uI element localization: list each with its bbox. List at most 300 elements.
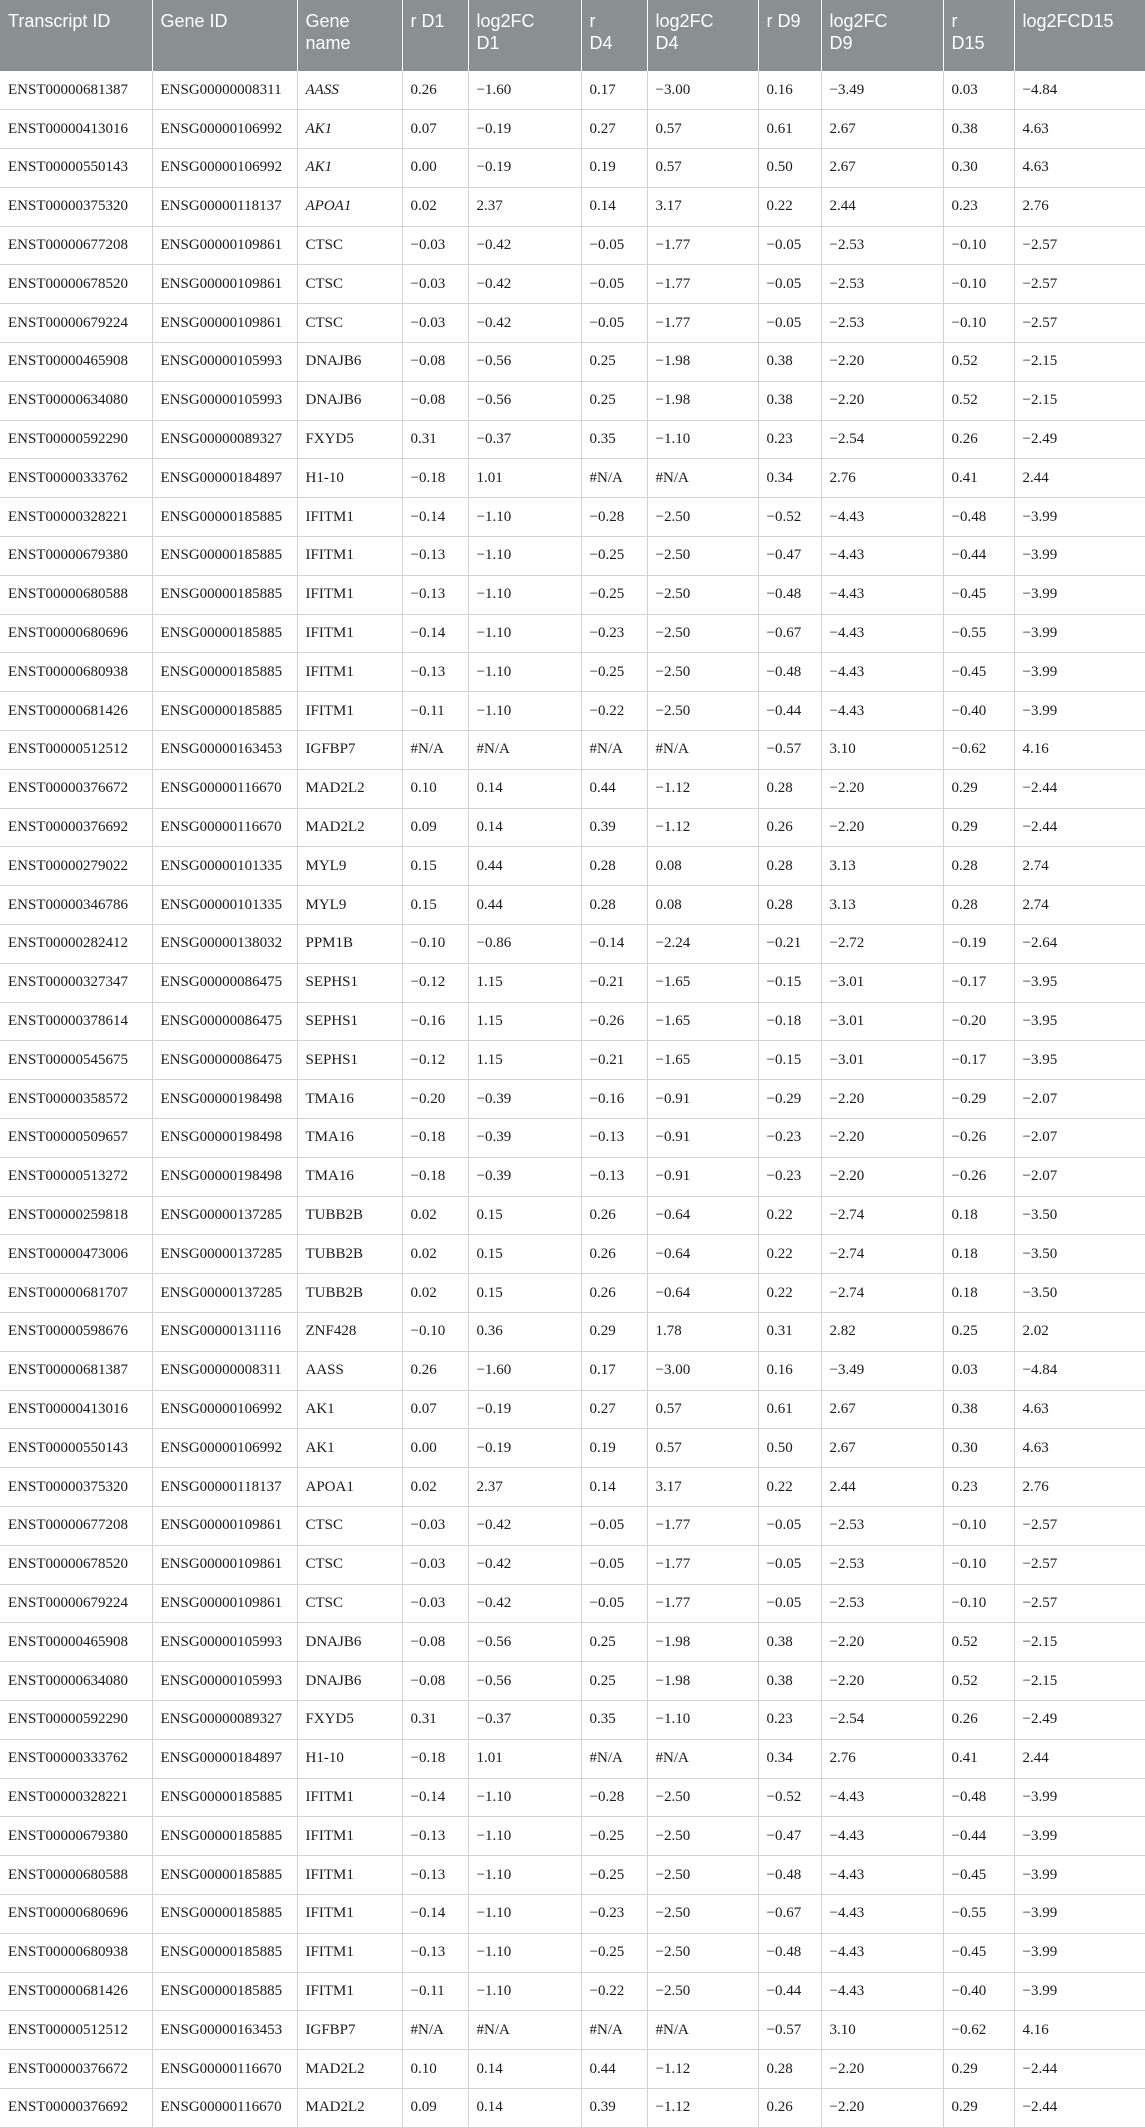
table-row: [0, 226, 1145, 265]
r-d9-cell: 0.38: [758, 381, 821, 420]
log2fc-d9-cell: −2.20: [821, 769, 943, 808]
log2fc-d9-cell: 2.76: [821, 1739, 943, 1778]
r-d9-cell: −0.67: [758, 614, 821, 653]
header-r-d9: r D9: [758, 0, 821, 71]
r-d9-cell: −0.23: [758, 1157, 821, 1196]
log2fc-d4-cell: −1.98: [647, 1623, 758, 1662]
gene-id-cell: ENSG00000118137: [152, 187, 297, 226]
log2fc-d9-cell: 3.13: [821, 886, 943, 925]
gene-id-cell: ENSG00000198498: [152, 1119, 297, 1158]
r-d9-cell: −0.44: [758, 1972, 821, 2011]
r-d4-cell: 0.35: [581, 1700, 647, 1739]
r-d15-cell: −0.10: [943, 1545, 1014, 1584]
log2fc-d4-cell: −1.12: [647, 769, 758, 808]
r-d9-cell: 0.23: [758, 420, 821, 459]
table-row: [0, 653, 1145, 692]
r-d9-cell: −0.48: [758, 653, 821, 692]
r-d4-cell: −0.25: [581, 653, 647, 692]
r-d1-cell: 0.26: [402, 71, 468, 110]
gene-id-cell: ENSG00000089327: [152, 420, 297, 459]
header-log2fc-d15: log2FCD15: [1014, 0, 1145, 71]
log2fc-d15-cell: −2.49: [1014, 1700, 1145, 1739]
table-row: [0, 1274, 1145, 1313]
r-d15-cell: 0.26: [943, 420, 1014, 459]
log2fc-d15-cell: −2.15: [1014, 381, 1145, 420]
transcript-id-cell: ENST00000680588: [0, 575, 152, 614]
gene-name-cell: DNAJB6: [297, 1623, 402, 1662]
gene-name-cell: FXYD5: [297, 420, 402, 459]
log2fc-d4-cell: −2.50: [647, 1817, 758, 1856]
gene-id-cell: ENSG00000109861: [152, 1584, 297, 1623]
r-d4-cell: −0.28: [581, 1778, 647, 1817]
log2fc-d1-cell: 0.14: [468, 2088, 581, 2127]
r-d1-cell: −0.03: [402, 265, 468, 304]
log2fc-d15-cell: −3.99: [1014, 498, 1145, 537]
log2fc-d4-cell: −1.77: [647, 1545, 758, 1584]
r-d9-cell: 0.22: [758, 1235, 821, 1274]
log2fc-d9-cell: −3.01: [821, 1002, 943, 1041]
r-d9-cell: −0.52: [758, 1778, 821, 1817]
transcript-id-cell: ENST00000413016: [0, 110, 152, 149]
gene-name-cell: IFITM1: [297, 1972, 402, 2011]
table-row: [0, 614, 1145, 653]
gene-name-cell: CTSC: [297, 1545, 402, 1584]
r-d1-cell: −0.12: [402, 1041, 468, 1080]
r-d1-cell: −0.14: [402, 614, 468, 653]
r-d4-cell: 0.27: [581, 1390, 647, 1429]
log2fc-d15-cell: −3.99: [1014, 537, 1145, 576]
transcript-id-cell: ENST00000677208: [0, 226, 152, 265]
r-d4-cell: 0.28: [581, 847, 647, 886]
gene-id-cell: ENSG00000185885: [152, 653, 297, 692]
r-d4-cell: 0.39: [581, 2088, 647, 2127]
log2fc-d15-cell: −3.99: [1014, 614, 1145, 653]
r-d1-cell: 0.10: [402, 769, 468, 808]
table-row: [0, 886, 1145, 925]
log2fc-d9-cell: −2.74: [821, 1235, 943, 1274]
transcript-id-cell: ENST00000634080: [0, 381, 152, 420]
table-row: [0, 1351, 1145, 1390]
r-d9-cell: 0.16: [758, 1351, 821, 1390]
r-d15-cell: 0.29: [943, 2050, 1014, 2089]
gene-id-cell: ENSG00000086475: [152, 963, 297, 1002]
transcript-id-cell: ENST00000282412: [0, 925, 152, 964]
log2fc-d4-cell: −2.50: [647, 1856, 758, 1895]
log2fc-d1-cell: 2.37: [468, 1468, 581, 1507]
log2fc-d15-cell: 4.16: [1014, 2011, 1145, 2050]
r-d15-cell: 0.52: [943, 1623, 1014, 1662]
table-row: [0, 343, 1145, 382]
r-d9-cell: −0.05: [758, 1584, 821, 1623]
log2fc-d15-cell: −2.57: [1014, 1545, 1145, 1584]
r-d1-cell: −0.14: [402, 1894, 468, 1933]
log2fc-d1-cell: −1.10: [468, 692, 581, 731]
r-d4-cell: #N/A: [581, 731, 647, 770]
log2fc-d15-cell: −2.57: [1014, 226, 1145, 265]
transcript-id-cell: ENST00000413016: [0, 1390, 152, 1429]
log2fc-d4-cell: #N/A: [647, 2011, 758, 2050]
r-d15-cell: 0.28: [943, 847, 1014, 886]
r-d1-cell: −0.18: [402, 1157, 468, 1196]
gene-name-cell: IFITM1: [297, 575, 402, 614]
gene-id-cell: ENSG00000105993: [152, 381, 297, 420]
r-d4-cell: −0.26: [581, 1002, 647, 1041]
log2fc-d4-cell: −2.50: [647, 537, 758, 576]
gene-id-cell: ENSG00000185885: [152, 692, 297, 731]
log2fc-d15-cell: 4.63: [1014, 1429, 1145, 1468]
r-d1-cell: −0.11: [402, 692, 468, 731]
r-d1-cell: 0.10: [402, 2050, 468, 2089]
log2fc-d9-cell: −2.54: [821, 420, 943, 459]
log2fc-d15-cell: 2.74: [1014, 886, 1145, 925]
gene-id-cell: ENSG00000101335: [152, 847, 297, 886]
r-d15-cell: −0.55: [943, 614, 1014, 653]
transcript-id-cell: ENST00000681707: [0, 1274, 152, 1313]
r-d15-cell: 0.41: [943, 1739, 1014, 1778]
gene-name-cell: CTSC: [297, 265, 402, 304]
gene-name-cell: APOA1: [297, 1468, 402, 1507]
r-d15-cell: −0.29: [943, 1080, 1014, 1119]
gene-id-cell: ENSG00000086475: [152, 1041, 297, 1080]
table-row: [0, 1119, 1145, 1158]
r-d4-cell: −0.22: [581, 692, 647, 731]
log2fc-d4-cell: 0.57: [647, 1390, 758, 1429]
gene-name-cell: MAD2L2: [297, 808, 402, 847]
log2fc-d4-cell: −1.98: [647, 381, 758, 420]
r-d1-cell: −0.08: [402, 381, 468, 420]
gene-id-cell: ENSG00000185885: [152, 1972, 297, 2011]
log2fc-d1-cell: −0.39: [468, 1157, 581, 1196]
transcript-id-cell: ENST00000680938: [0, 1933, 152, 1972]
r-d4-cell: 0.27: [581, 110, 647, 149]
gene-name-cell: TMA16: [297, 1119, 402, 1158]
r-d9-cell: 0.22: [758, 1274, 821, 1313]
log2fc-d4-cell: 0.57: [647, 149, 758, 188]
transcript-id-cell: ENST00000679380: [0, 1817, 152, 1856]
table-row: [0, 537, 1145, 576]
r-d9-cell: 0.28: [758, 847, 821, 886]
log2fc-d15-cell: −2.15: [1014, 1662, 1145, 1701]
gene-name-cell: FXYD5: [297, 1700, 402, 1739]
r-d4-cell: −0.21: [581, 1041, 647, 1080]
r-d4-cell: 0.19: [581, 1429, 647, 1468]
r-d9-cell: −0.23: [758, 1119, 821, 1158]
gene-name-cell: AASS: [297, 1351, 402, 1390]
gene-name-cell: TUBB2B: [297, 1196, 402, 1235]
log2fc-d4-cell: −2.50: [647, 498, 758, 537]
log2fc-d15-cell: −3.99: [1014, 1817, 1145, 1856]
log2fc-d9-cell: −4.43: [821, 1972, 943, 2011]
gene-id-cell: ENSG00000185885: [152, 1894, 297, 1933]
gene-id-cell: ENSG00000008311: [152, 1351, 297, 1390]
log2fc-d15-cell: −2.44: [1014, 2088, 1145, 2127]
log2fc-d15-cell: −2.07: [1014, 1157, 1145, 1196]
log2fc-d4-cell: −3.00: [647, 71, 758, 110]
log2fc-d15-cell: −2.44: [1014, 2050, 1145, 2089]
log2fc-d1-cell: 0.14: [468, 2050, 581, 2089]
log2fc-d9-cell: −2.20: [821, 1080, 943, 1119]
log2fc-d9-cell: 3.13: [821, 847, 943, 886]
table-row: [0, 1157, 1145, 1196]
log2fc-d1-cell: 0.14: [468, 808, 581, 847]
log2fc-d15-cell: −3.50: [1014, 1274, 1145, 1313]
r-d9-cell: 0.38: [758, 1623, 821, 1662]
r-d4-cell: −0.23: [581, 614, 647, 653]
gene-name-cell: SEPHS1: [297, 1002, 402, 1041]
log2fc-d1-cell: −1.10: [468, 1817, 581, 1856]
log2fc-d15-cell: 4.63: [1014, 1390, 1145, 1429]
r-d15-cell: −0.10: [943, 1584, 1014, 1623]
log2fc-d1-cell: −0.37: [468, 1700, 581, 1739]
log2fc-d9-cell: 2.67: [821, 110, 943, 149]
transcript-id-cell: ENST00000328221: [0, 1778, 152, 1817]
log2fc-d9-cell: −2.74: [821, 1274, 943, 1313]
log2fc-d1-cell: −0.42: [468, 1545, 581, 1584]
gene-name-cell: IFITM1: [297, 537, 402, 576]
transcript-id-cell: ENST00000376672: [0, 2050, 152, 2089]
gene-id-cell: ENSG00000138032: [152, 925, 297, 964]
r-d1-cell: 0.07: [402, 1390, 468, 1429]
r-d15-cell: 0.18: [943, 1235, 1014, 1274]
log2fc-d4-cell: −1.77: [647, 1584, 758, 1623]
r-d4-cell: 0.17: [581, 71, 647, 110]
r-d4-cell: −0.25: [581, 537, 647, 576]
transcript-id-cell: ENST00000679380: [0, 537, 152, 576]
r-d9-cell: −0.48: [758, 1933, 821, 1972]
table-row: [0, 1894, 1145, 1933]
r-d4-cell: 0.26: [581, 1274, 647, 1313]
r-d1-cell: −0.16: [402, 1002, 468, 1041]
r-d9-cell: −0.52: [758, 498, 821, 537]
r-d15-cell: −0.62: [943, 2011, 1014, 2050]
r-d1-cell: −0.03: [402, 304, 468, 343]
log2fc-d1-cell: −0.86: [468, 925, 581, 964]
log2fc-d4-cell: 3.17: [647, 187, 758, 226]
log2fc-d9-cell: 3.10: [821, 2011, 943, 2050]
r-d9-cell: −0.05: [758, 304, 821, 343]
transcript-id-cell: ENST00000681387: [0, 71, 152, 110]
log2fc-d4-cell: #N/A: [647, 1739, 758, 1778]
transcript-id-cell: ENST00000592290: [0, 420, 152, 459]
log2fc-d9-cell: −2.20: [821, 1662, 943, 1701]
log2fc-d15-cell: −2.64: [1014, 925, 1145, 964]
table-row: [0, 187, 1145, 226]
log2fc-d4-cell: −2.50: [647, 1972, 758, 2011]
gene-id-cell: ENSG00000116670: [152, 808, 297, 847]
log2fc-d1-cell: −0.56: [468, 1662, 581, 1701]
log2fc-d4-cell: −1.65: [647, 963, 758, 1002]
transcript-id-cell: ENST00000680696: [0, 614, 152, 653]
r-d15-cell: 0.52: [943, 1662, 1014, 1701]
r-d1-cell: 0.09: [402, 808, 468, 847]
r-d15-cell: −0.55: [943, 1894, 1014, 1933]
log2fc-d9-cell: −4.43: [821, 1778, 943, 1817]
log2fc-d1-cell: 0.15: [468, 1196, 581, 1235]
table-row: [0, 1972, 1145, 2011]
gene-name-cell: H1-10: [297, 1739, 402, 1778]
gene-id-cell: ENSG00000131116: [152, 1313, 297, 1352]
gene-name-cell: MAD2L2: [297, 2088, 402, 2127]
r-d4-cell: −0.25: [581, 1856, 647, 1895]
transcript-id-cell: ENST00000279022: [0, 847, 152, 886]
r-d4-cell: 0.25: [581, 1623, 647, 1662]
log2fc-d9-cell: −2.53: [821, 304, 943, 343]
r-d1-cell: −0.13: [402, 653, 468, 692]
log2fc-d9-cell: −4.43: [821, 614, 943, 653]
r-d1-cell: −0.03: [402, 1545, 468, 1584]
r-d1-cell: 0.26: [402, 1351, 468, 1390]
log2fc-d1-cell: −0.42: [468, 1506, 581, 1545]
header-log2fc-d4: log2FC D4: [647, 0, 758, 71]
r-d4-cell: 0.44: [581, 2050, 647, 2089]
r-d15-cell: 0.03: [943, 71, 1014, 110]
table-row: [0, 1700, 1145, 1739]
r-d1-cell: 0.15: [402, 886, 468, 925]
gene-name-cell: IGFBP7: [297, 2011, 402, 2050]
r-d9-cell: 0.28: [758, 886, 821, 925]
log2fc-d4-cell: −1.65: [647, 1041, 758, 1080]
gene-name-cell: MYL9: [297, 886, 402, 925]
log2fc-d15-cell: −2.44: [1014, 808, 1145, 847]
r-d1-cell: −0.12: [402, 963, 468, 1002]
r-d9-cell: −0.57: [758, 2011, 821, 2050]
log2fc-d1-cell: 1.01: [468, 1739, 581, 1778]
header-gene-id: Gene ID: [152, 0, 297, 71]
log2fc-d15-cell: −2.57: [1014, 1506, 1145, 1545]
log2fc-d1-cell: 0.36: [468, 1313, 581, 1352]
transcript-id-cell: ENST00000327347: [0, 963, 152, 1002]
gene-id-cell: ENSG00000105993: [152, 1623, 297, 1662]
r-d15-cell: 0.03: [943, 1351, 1014, 1390]
table-row: [0, 1002, 1145, 1041]
log2fc-d9-cell: −2.53: [821, 265, 943, 304]
transcript-id-cell: ENST00000378614: [0, 1002, 152, 1041]
log2fc-d15-cell: −3.95: [1014, 1002, 1145, 1041]
r-d15-cell: −0.10: [943, 1506, 1014, 1545]
gene-name-cell: SEPHS1: [297, 1041, 402, 1080]
gene-id-cell: ENSG00000185885: [152, 498, 297, 537]
log2fc-d15-cell: −3.50: [1014, 1196, 1145, 1235]
r-d4-cell: 0.44: [581, 769, 647, 808]
log2fc-d15-cell: 4.63: [1014, 110, 1145, 149]
gene-id-cell: ENSG00000137285: [152, 1274, 297, 1313]
gene-name-cell: APOA1: [297, 187, 402, 226]
log2fc-d15-cell: −3.95: [1014, 963, 1145, 1002]
gene-name-cell: MYL9: [297, 847, 402, 886]
r-d4-cell: 0.25: [581, 381, 647, 420]
log2fc-d4-cell: 1.78: [647, 1313, 758, 1352]
r-d9-cell: −0.29: [758, 1080, 821, 1119]
r-d15-cell: −0.62: [943, 731, 1014, 770]
table-row: [0, 110, 1145, 149]
r-d15-cell: 0.38: [943, 110, 1014, 149]
r-d9-cell: −0.47: [758, 537, 821, 576]
table-row: [0, 2088, 1145, 2127]
log2fc-d4-cell: 0.57: [647, 1429, 758, 1468]
gene-name-cell: CTSC: [297, 1506, 402, 1545]
r-d1-cell: #N/A: [402, 731, 468, 770]
r-d1-cell: 0.31: [402, 1700, 468, 1739]
gene-name-cell: ZNF428: [297, 1313, 402, 1352]
gene-id-cell: ENSG00000185885: [152, 1817, 297, 1856]
gene-id-cell: ENSG00000106992: [152, 149, 297, 188]
r-d1-cell: 0.02: [402, 187, 468, 226]
r-d15-cell: −0.20: [943, 1002, 1014, 1041]
log2fc-d15-cell: −2.15: [1014, 343, 1145, 382]
transcript-id-cell: ENST00000592290: [0, 1700, 152, 1739]
log2fc-d1-cell: −1.10: [468, 1778, 581, 1817]
log2fc-d4-cell: −0.64: [647, 1235, 758, 1274]
log2fc-d1-cell: −1.60: [468, 71, 581, 110]
log2fc-d15-cell: −2.15: [1014, 1623, 1145, 1662]
gene-name-cell: IFITM1: [297, 1817, 402, 1856]
gene-name-cell: IFITM1: [297, 1856, 402, 1895]
transcript-id-cell: ENST00000545675: [0, 1041, 152, 1080]
gene-name-cell: DNAJB6: [297, 381, 402, 420]
r-d15-cell: 0.52: [943, 381, 1014, 420]
log2fc-d4-cell: −1.77: [647, 1506, 758, 1545]
log2fc-d15-cell: −3.99: [1014, 692, 1145, 731]
r-d4-cell: 0.19: [581, 149, 647, 188]
log2fc-d15-cell: −3.99: [1014, 1972, 1145, 2011]
r-d9-cell: 0.34: [758, 1739, 821, 1778]
r-d4-cell: #N/A: [581, 1739, 647, 1778]
gene-id-cell: ENSG00000116670: [152, 2050, 297, 2089]
log2fc-d4-cell: −1.10: [647, 420, 758, 459]
transcript-id-cell: ENST00000678520: [0, 265, 152, 304]
log2fc-d15-cell: 2.44: [1014, 1739, 1145, 1778]
r-d4-cell: −0.14: [581, 925, 647, 964]
r-d1-cell: −0.10: [402, 1313, 468, 1352]
log2fc-d15-cell: 2.02: [1014, 1313, 1145, 1352]
log2fc-d15-cell: −2.57: [1014, 304, 1145, 343]
log2fc-d15-cell: −3.99: [1014, 1894, 1145, 1933]
gene-name-cell: CTSC: [297, 304, 402, 343]
log2fc-d1-cell: −1.10: [468, 1894, 581, 1933]
r-d9-cell: −0.18: [758, 1002, 821, 1041]
gene-name-cell: MAD2L2: [297, 2050, 402, 2089]
log2fc-d9-cell: −2.53: [821, 1506, 943, 1545]
gene-name-cell: AK1: [297, 1429, 402, 1468]
table-row: [0, 1584, 1145, 1623]
log2fc-d1-cell: 1.15: [468, 1041, 581, 1080]
r-d15-cell: −0.44: [943, 1817, 1014, 1856]
r-d15-cell: 0.23: [943, 1468, 1014, 1507]
transcript-id-cell: ENST00000550143: [0, 1429, 152, 1468]
transcript-id-cell: ENST00000680588: [0, 1856, 152, 1895]
r-d15-cell: 0.29: [943, 769, 1014, 808]
gene-id-cell: ENSG00000109861: [152, 304, 297, 343]
log2fc-d1-cell: #N/A: [468, 731, 581, 770]
gene-name-cell: IFITM1: [297, 1778, 402, 1817]
log2fc-d15-cell: −3.99: [1014, 1933, 1145, 1972]
r-d9-cell: −0.57: [758, 731, 821, 770]
log2fc-d4-cell: 0.08: [647, 847, 758, 886]
r-d1-cell: −0.14: [402, 1778, 468, 1817]
transcript-id-cell: ENST00000376672: [0, 769, 152, 808]
r-d15-cell: −0.10: [943, 226, 1014, 265]
header-r-d15: r D15: [943, 0, 1014, 71]
log2fc-d15-cell: −2.44: [1014, 769, 1145, 808]
log2fc-d1-cell: −0.56: [468, 1623, 581, 1662]
log2fc-d9-cell: −4.43: [821, 498, 943, 537]
transcript-id-cell: ENST00000513272: [0, 1157, 152, 1196]
gene-name-cell: IFITM1: [297, 1894, 402, 1933]
log2fc-d9-cell: −2.54: [821, 1700, 943, 1739]
table-row: [0, 1429, 1145, 1468]
r-d9-cell: −0.05: [758, 265, 821, 304]
r-d4-cell: 0.39: [581, 808, 647, 847]
